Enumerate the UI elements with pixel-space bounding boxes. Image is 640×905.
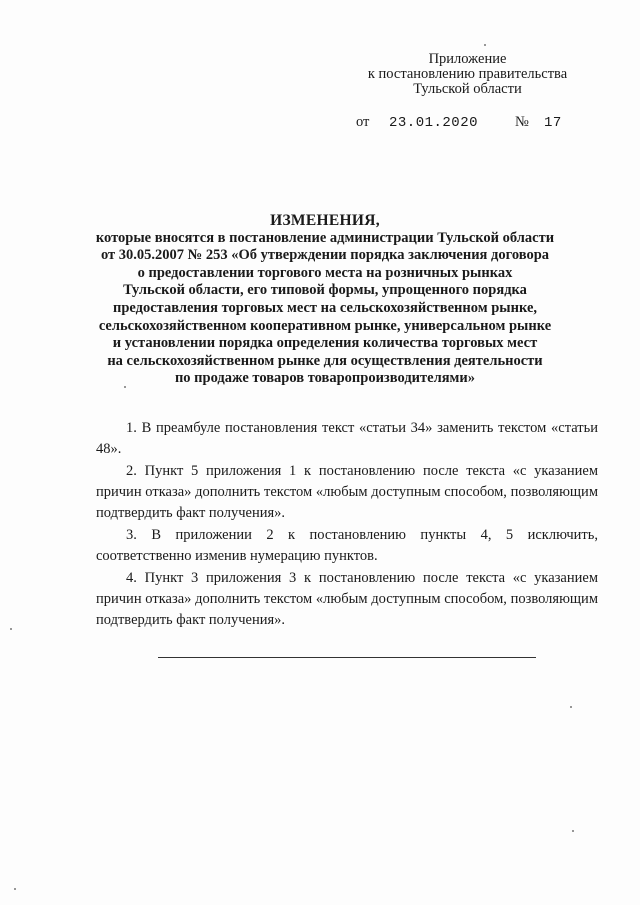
title-line: которые вносятся в постановление администрации Тульской области — [95, 229, 555, 246]
appendix-line: Тульской области — [413, 81, 522, 97]
scan-speck — [14, 888, 16, 890]
date-number-line — [356, 114, 562, 131]
document-title — [60, 212, 590, 388]
title-line: от 30.05.2007 № 253 «Об утверждении порядка заключения договора — [100, 247, 550, 264]
number-label: № — [515, 114, 529, 130]
title-line: о предоставлении торгового места на розничных рынках — [137, 264, 513, 281]
scan-speck — [10, 628, 12, 630]
list-item: 3. В приложении 2 к постановлению пункты 4, 5 исключить, соответственно изменив нумерацию пунктов. — [96, 527, 598, 564]
list-item: 1. В преамбуле постановления текст «статьи 34» заменить текстом «статьи 48». — [96, 420, 598, 457]
scan-speck — [572, 830, 574, 832]
title-line: на сельскохозяйственном рынке для осуществления деятельности — [107, 352, 543, 369]
scan-speck — [570, 706, 572, 708]
title-line: предоставления торговых мест на сельскохозяйственном рынке, — [112, 299, 538, 316]
document-body — [96, 418, 598, 632]
date-value: 23.01.2020 — [389, 115, 479, 131]
appendix-block — [340, 52, 595, 97]
title-line: сельскохозяйственном кооперативном рынке, универсальном рынке — [98, 317, 552, 334]
title-line: Тульской области, его типовой формы, упрощенного порядка — [123, 282, 527, 299]
appendix-line: Приложение — [428, 51, 507, 67]
date-label: от — [356, 114, 370, 130]
scan-speck — [484, 44, 486, 46]
list-item: 4. Пункт 3 приложения 3 к постановлению после текста «с указанием причин отказа» дополнить текстом «любым доступным способом, позволяющим подтвердить факт получения». — [96, 570, 598, 628]
appendix-line: к постановлению правительства — [367, 66, 568, 82]
separator-line — [158, 657, 536, 658]
title-heading: ИЗМЕНЕНИЯ, — [270, 212, 380, 229]
list-item: 2. Пункт 5 приложения 1 к постановлению после текста «с указанием причин отказа» дополнить текстом «любым доступным способом, позволяющим подтвердить факт получения». — [96, 463, 598, 521]
title-line: и установлении порядка определения количества торговых мест — [112, 335, 538, 352]
number-value: 17 — [544, 115, 562, 131]
scan-speck — [124, 386, 126, 388]
title-line: по продаже товаров товаропроизводителями» — [174, 370, 476, 387]
